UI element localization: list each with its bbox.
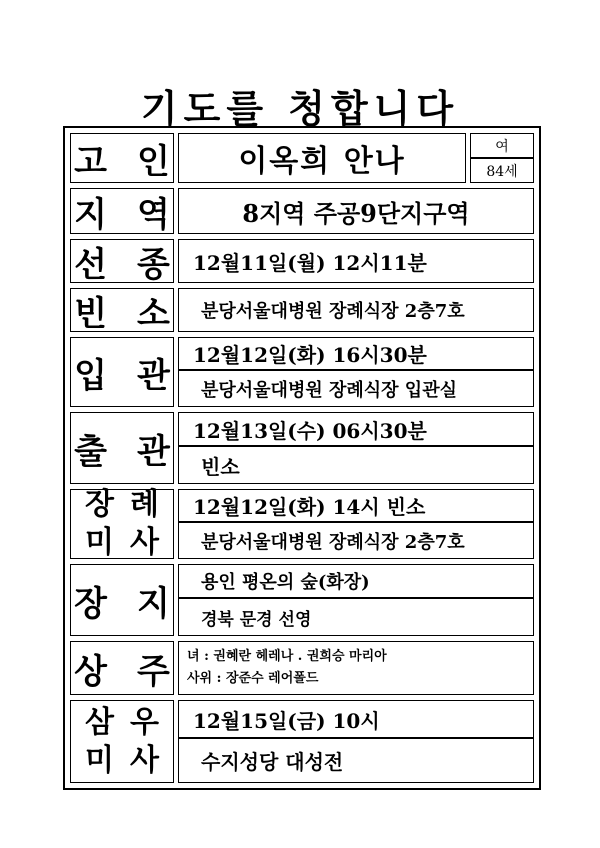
funeral-mass-time: 12월12일(화) 14시 빈소 [178,489,534,522]
label-char: 례 [130,487,159,522]
label-departure [70,412,174,484]
label-third-day-mass [70,700,174,783]
label-char: 미 [85,525,114,560]
label-char: 상 [74,651,107,692]
coffin-time: 12월12일(화) 16시30분 [178,337,534,370]
third-day-mass-place: 수지성당 대성전 [178,738,534,783]
chief-mourners-line-1: 녀 : 권혜란 헤레나 . 권희승 마리아 [187,649,387,664]
deceased-gender: 여 [470,133,534,158]
label-region [70,188,174,234]
label-char: 미 [85,742,114,778]
deceased-name: 이옥희 안나 [178,133,466,183]
funeral-mass-place: 분당서울대병원 장례식장 2층7호 [178,522,534,559]
chief-mourners-line-2: 사위 : 장준수 레어폴드 [187,671,319,686]
coffin-place: 분당서울대병원 장례식장 입관실 [178,370,534,407]
label-funeral-mass [70,489,174,559]
label-char: 주 [137,651,170,692]
label-char: 관 [137,431,170,472]
label-char: 종 [137,244,170,285]
label-char: 빈 [74,293,107,334]
burial-place-2: 경북 문경 선영 [178,598,534,636]
chief-mourners-list [178,641,534,695]
label-mortuary [70,288,174,332]
label-char: 지 [74,194,107,235]
label-char: 사 [130,525,159,560]
departure-place: 빈소 [178,446,534,484]
label-char: 우 [130,704,159,740]
label-chief-mourners [70,641,174,695]
deceased-age: 84세 [470,158,534,183]
label-deceased [70,133,174,183]
death-value: 12월11일(월) 12시11분 [178,239,534,283]
label-char: 입 [74,355,107,396]
burial-place-1: 용인 평온의 숲(화장) [178,564,534,598]
departure-time: 12월13일(수) 06시30분 [178,412,534,446]
label-char: 장 [85,487,114,522]
page-title: 기도를 청합니다 [140,86,460,131]
label-char: 인 [137,141,170,182]
label-coffin [70,337,174,407]
label-char: 삼 [85,704,114,740]
label-char: 고 [74,141,107,182]
label-char: 사 [130,742,159,778]
label-death [70,239,174,283]
mortuary-value: 분당서울대병원 장례식장 2층7호 [178,288,534,332]
label-char: 지 [137,583,170,624]
label-char: 소 [137,293,170,334]
label-char: 장 [74,583,107,624]
third-day-mass-time: 12월15일(금) 10시 [178,700,534,738]
label-char: 관 [137,355,170,396]
region-value: 8지역 주공9단지구역 [178,188,534,234]
label-burial [70,564,174,636]
label-char: 역 [137,194,170,235]
label-char: 출 [74,431,107,472]
label-char: 선 [74,244,107,285]
